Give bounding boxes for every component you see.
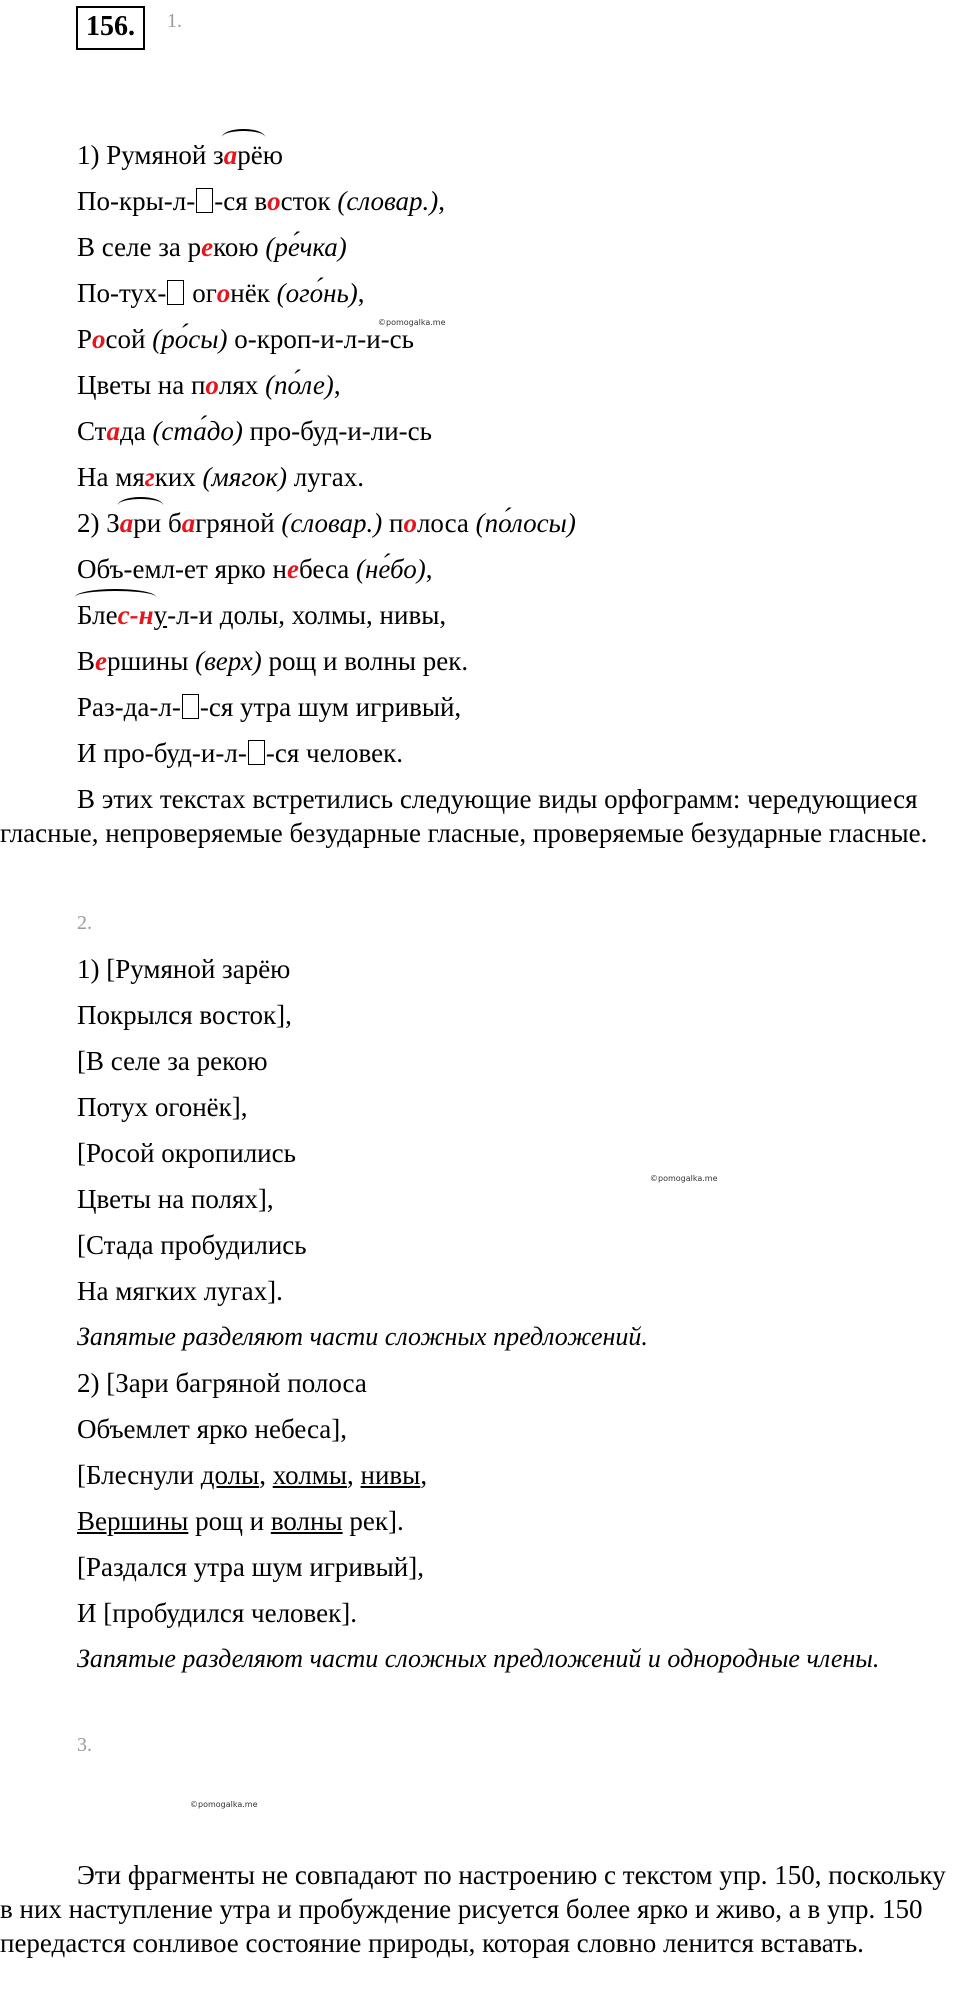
p2-line-5: [Росой окропились: [77, 1138, 296, 1168]
part-1-number: 1.: [167, 10, 182, 32]
watermark: ©pomogalka.me: [190, 1800, 258, 1809]
arc-mark: арё: [223, 140, 263, 170]
p2-line-12: Вершины рощ и волны рек].: [77, 1506, 404, 1536]
p1-line-1: 1) Румяной зарёю: [77, 140, 283, 170]
p2-note-1: Запятые разделяют части сложных предложений.: [77, 1322, 648, 1351]
p1-line-2: По-кры-л- -ся восток (словар.),: [77, 186, 446, 216]
p2-line-2: Покрылся восток],: [77, 1000, 292, 1030]
p2-line-14: И [пробудился человек].: [77, 1598, 357, 1628]
p1-summary: В этих текстах встретились следующие виды орфограмм: чередующиеся гласные, непроверяемые безударные гласные, проверяемые безударные гласные.: [0, 784, 928, 848]
watermark: ©pomogalka.me: [378, 318, 446, 327]
empty-ending-box: [248, 740, 265, 765]
p2-line-7: [Стада пробудились: [77, 1230, 307, 1260]
p2-line-10: Объемлет ярко небеса],: [77, 1414, 348, 1444]
p1-line-13: Раз-да-л- -ся утра шум игривый,: [77, 692, 462, 722]
p1-line-5: Росой (ро́сы) о-кроп-и-л-и-сь: [77, 324, 414, 354]
empty-ending-box: [196, 188, 213, 213]
p3-text: Эти фрагменты не совпадают по настроению с текстом упр. 150, поскольку в них наступление утра и пробуждение рисуется более ярко и живо, а в упр. 150 передастся сонливое состояние природы, которая словно ленится вставать.: [0, 1860, 946, 1958]
p2-line-13: [Раздался утра шум игривый],: [77, 1552, 424, 1582]
p1-line-8: На мягких (мягок) лугах.: [77, 462, 365, 492]
p2-line-6: Цветы на полях],: [77, 1184, 274, 1214]
arc-mark: ари: [119, 508, 162, 538]
p2-line-4: Потух огонёк],: [77, 1092, 248, 1122]
part-2-number: 2.: [77, 912, 92, 934]
p1-line-11: Блес-ну-л-и долы, холмы, нивы,: [77, 600, 447, 630]
arc-mark: Блес-н: [77, 600, 154, 630]
p2-line-9: 2) [Зари багряной полоса: [77, 1368, 367, 1398]
watermark: ©pomogalka.me: [650, 1174, 718, 1183]
p1-line-12: Вершины (верх) рощ и волны рек.: [77, 646, 469, 676]
p1-line-14: И про-буд-и-л- -ся человек.: [77, 738, 403, 768]
p2-note-2: Запятые разделяют части сложных предложений и однородные члены.: [77, 1644, 880, 1673]
p1-line-6: Цветы на полях (по́ле),: [77, 370, 341, 400]
empty-ending-box: [182, 694, 199, 719]
empty-ending-box: [167, 280, 184, 305]
p2-line-8: На мягких лугах].: [77, 1276, 283, 1306]
p1-line-10: Объ-емл-ет ярко небеса (не́бо),: [77, 554, 433, 584]
p1-line-4: По-тух- огонёк (ого́нь),: [77, 278, 365, 308]
p2-line-1: 1) [Румяной зарёю: [77, 954, 291, 984]
p1-line-7: Стада (ста́до) про-буд-и-ли-сь: [77, 416, 432, 446]
part-3-number: 3.: [77, 1734, 92, 1756]
p1-line-9: 2) Зари багряной (словар.) полоса (по́лосы): [77, 508, 576, 538]
p1-line-3: В селе за рекою (ре́чка): [77, 232, 347, 262]
p2-line-3: [В селе за рекою: [77, 1046, 268, 1076]
p2-line-11: [Блеснули долы, холмы, нивы,: [77, 1460, 428, 1490]
exercise-number: 156.: [76, 6, 145, 50]
